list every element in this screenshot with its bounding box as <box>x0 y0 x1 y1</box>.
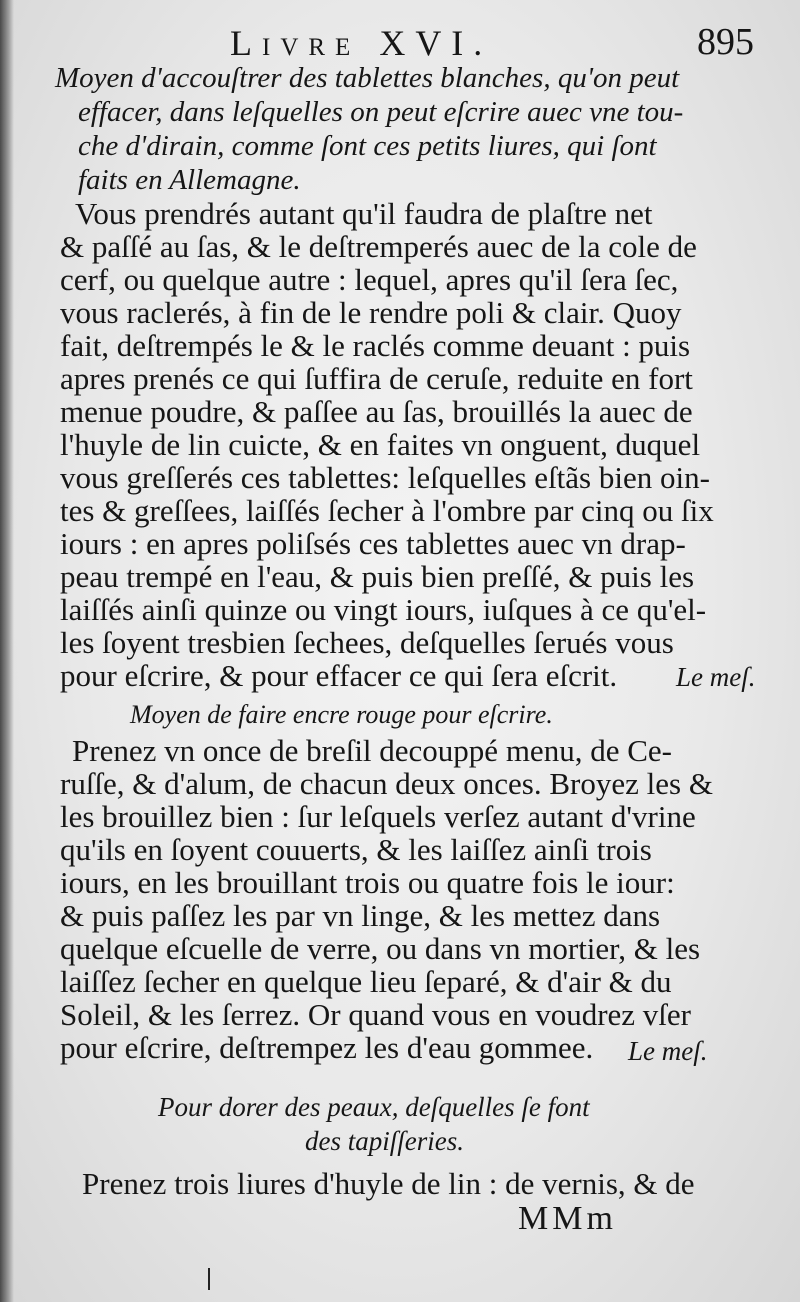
text-line: fait, deſtrempés le & le raclés comme deuant : puis <box>60 328 691 363</box>
text-line: iours, en les brouillant trois ou quatre fois le iour: <box>60 865 675 900</box>
catchword: Le meſ. <box>628 1036 708 1066</box>
page-number: 895 <box>697 21 754 63</box>
text-line: Vous prendrés autant qu'il faudra de plaſtre net <box>75 196 653 231</box>
signature-mark: MMm <box>518 1200 617 1237</box>
text-line: laiſſés ainſi quinze ou vingt iours, iuſques à ce qu'el- <box>60 592 707 627</box>
ink-fleck <box>208 1268 210 1290</box>
binding-gutter-shadow <box>0 0 14 1302</box>
heading-line: des tapiſſeries. <box>305 1126 464 1156</box>
heading-line: che d'dirain, comme ſont ces petits liures, qui ſont <box>78 130 657 162</box>
text-line: laiſſez ſecher en quelque lieu ſeparé, & d'air & du <box>60 964 672 999</box>
text-line: & puis paſſez les par vn linge, & les mettez dans <box>60 898 661 933</box>
heading-line: faits en Allemagne. <box>78 164 301 196</box>
heading-line: Pour dorer des peaux, deſquelles ſe font <box>158 1092 590 1122</box>
text-line: ruſſe, & d'alum, de chacun deux onces. Broyez les & <box>60 766 713 801</box>
text-line: les brouillez bien : ſur leſquels verſez autant d'vrine <box>60 799 696 834</box>
text-line: apres prenés ce qui ſuffira de ceruſe, reduite en fort <box>60 361 693 396</box>
text-line: pour eſcrire, & pour effacer ce qui ſera eſcrit. <box>60 658 618 693</box>
text-line: Soleil, & les ſerrez. Or quand vous en voudrez vſer <box>60 997 692 1032</box>
text-line: pour eſcrire, deſtrempez les d'eau gommee. <box>60 1030 594 1065</box>
text-line: iours : en apres poliſsés ces tablettes auec vn drap- <box>60 526 686 561</box>
running-head <box>40 18 760 68</box>
text-line: cerf, ou quelque autre : lequel, apres qu'il ſera ſec, <box>60 262 679 297</box>
catchword: Le meſ. <box>676 662 756 692</box>
text-line: qu'ils en ſoyent couuerts, & les laiſſez ainſi trois <box>60 832 652 867</box>
running-head-title: Livre XVI. <box>230 23 493 63</box>
text-line: tes & greſſees, laiſſés ſecher à l'ombre par cinq ou ſix <box>60 493 714 528</box>
text-line: & paſſé au ſas, & le deſtremperés auec de la cole de <box>60 229 697 264</box>
heading-line: effacer, dans leſquelles on peut eſcrire auec vne tou- <box>78 96 684 128</box>
text-line: quelque eſcuelle de verre, ou dans vn mortier, & les <box>60 931 701 966</box>
heading-line: Moyen de faire encre rouge pour eſcrire. <box>130 700 553 729</box>
text-line: peau trempé en l'eau, & puis bien preſſé, & puis les <box>60 559 695 594</box>
text-line: menue poudre, & paſſee au ſas, brouillés la auec de <box>60 394 693 429</box>
text-line: Prenez vn once de breſil decouppé menu, de Ce- <box>72 733 672 768</box>
text-line: vous greſſerés ces tablettes: leſquelles eſtãs bien oin- <box>60 460 710 495</box>
text-line: l'huyle de lin cuicte, & en faites vn onguent, duquel <box>60 427 701 462</box>
text-line: Prenez trois liures d'huyle de lin : de vernis, & de <box>82 1166 695 1201</box>
heading-line: Moyen d'accouſtrer des tablettes blanches, qu'on peut <box>55 62 680 94</box>
text-line: les ſoyent tresbien ſechees, deſquelles ſerués vous <box>60 625 674 660</box>
text-line: vous raclerés, à fin de le rendre poli & clair. Quoy <box>60 295 682 330</box>
